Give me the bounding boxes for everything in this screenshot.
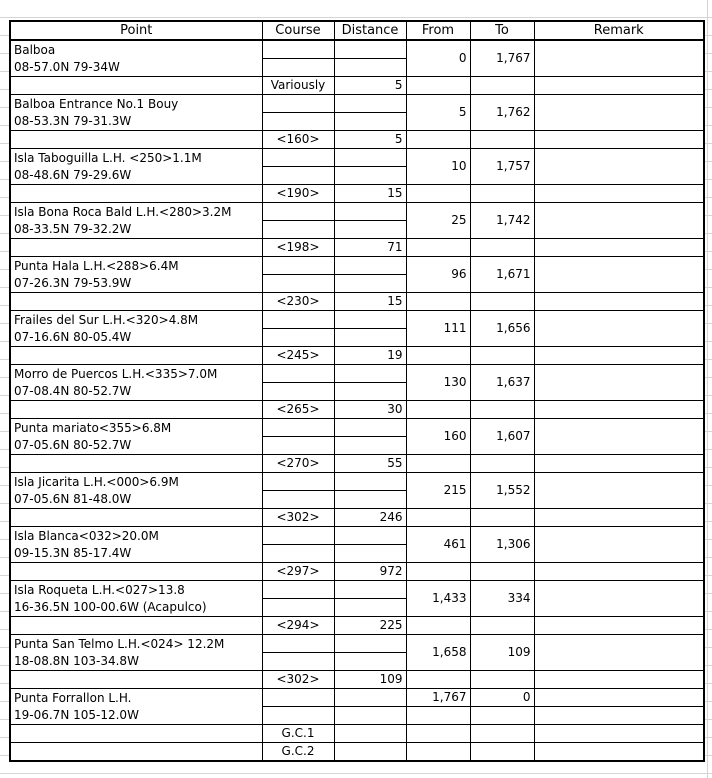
remark-cell[interactable] xyxy=(534,40,704,77)
point-cell[interactable]: Balboa 08-57.0N 79-34W xyxy=(10,40,262,77)
course-cell[interactable]: <190> xyxy=(262,185,334,203)
leg-row[interactable] xyxy=(10,617,704,635)
point-cell[interactable]: Punta mariato<355>6.8M 07-05.6N 80-52.7W xyxy=(10,419,262,455)
to-cell[interactable]: 109 xyxy=(470,635,534,671)
to-cell[interactable]: 1,757 xyxy=(470,149,534,185)
to-cell[interactable]: 1,671 xyxy=(470,257,534,293)
course-cell[interactable]: <302> xyxy=(262,509,334,527)
from-cell[interactable]: 25 xyxy=(406,203,470,239)
point-row[interactable] xyxy=(10,527,704,545)
distance-cell[interactable]: 5 xyxy=(334,131,406,149)
from-cell[interactable]: 1,658 xyxy=(406,635,470,671)
remark-cell[interactable] xyxy=(534,689,704,707)
distance-cell[interactable]: 71 xyxy=(334,239,406,257)
from-cell[interactable]: 160 xyxy=(406,419,470,455)
course-cell[interactable]: Variously xyxy=(262,77,334,95)
point-row[interactable] xyxy=(10,149,704,167)
point-cell[interactable]: Punta Hala L.H.<288>6.4M 07-26.3N 79-53.9W xyxy=(10,257,262,293)
leg-row[interactable] xyxy=(10,563,704,581)
to-cell[interactable]: 1,767 xyxy=(470,40,534,77)
remark-cell[interactable] xyxy=(534,257,704,293)
course-cell[interactable]: <245> xyxy=(262,347,334,365)
leg-row[interactable] xyxy=(10,77,704,95)
remark-cell[interactable] xyxy=(534,527,704,563)
remark-cell[interactable] xyxy=(534,473,704,509)
remark-cell[interactable] xyxy=(534,311,704,347)
point-row[interactable] xyxy=(10,473,704,491)
from-cell[interactable]: 111 xyxy=(406,311,470,347)
point-row[interactable] xyxy=(10,203,704,221)
leg-row[interactable] xyxy=(10,455,704,473)
distance-cell[interactable]: 225 xyxy=(334,617,406,635)
leg-row[interactable] xyxy=(10,347,704,365)
point-cell[interactable]: Isla Roqueta L.H.<027>13.8 16-36.5N 100-00.6W (Acapulco) xyxy=(10,581,262,617)
point-row[interactable] xyxy=(10,689,704,707)
remark-cell[interactable] xyxy=(534,95,704,131)
point-cell[interactable]: Morro de Puercos L.H.<335>7.0M 07-08.4N 80-52.7W xyxy=(10,365,262,401)
to-cell[interactable]: 1,306 xyxy=(470,527,534,563)
header-from: From xyxy=(406,21,470,40)
to-cell[interactable]: 1,637 xyxy=(470,365,534,401)
from-cell[interactable]: 461 xyxy=(406,527,470,563)
leg-row[interactable] xyxy=(10,185,704,203)
point-cell[interactable]: Frailes del Sur L.H.<320>4.8M 07-16.6N 80-05.4W xyxy=(10,311,262,347)
point-row[interactable] xyxy=(10,365,704,383)
point-row[interactable] xyxy=(10,581,704,599)
gc1-row[interactable] xyxy=(10,725,704,743)
to-cell[interactable]: 1,607 xyxy=(470,419,534,455)
point-cell[interactable]: Isla Taboguilla L.H. <250>1.1M 08-48.6N 79-29.6W xyxy=(10,149,262,185)
from-cell[interactable]: 1,433 xyxy=(406,581,470,617)
point-cell[interactable]: Isla Bona Roca Bald L.H.<280>3.2M 08-33.5N 79-32.2W xyxy=(10,203,262,239)
course-cell[interactable]: <265> xyxy=(262,401,334,419)
course-cell[interactable]: <302> xyxy=(262,671,334,689)
point-row[interactable] xyxy=(10,40,704,59)
from-cell[interactable]: 1,767 xyxy=(406,689,470,707)
to-cell[interactable]: 1,762 xyxy=(470,95,534,131)
distance-cell[interactable]: 30 xyxy=(334,401,406,419)
point-row[interactable] xyxy=(10,419,704,437)
course-cell[interactable]: <230> xyxy=(262,293,334,311)
distance-cell[interactable]: 55 xyxy=(334,455,406,473)
remark-cell[interactable] xyxy=(534,581,704,617)
point-cell[interactable]: Isla Jicarita L.H.<000>6.9M 07-05.6N 81-48.0W xyxy=(10,473,262,509)
point-cell[interactable]: Punta Forrallon L.H. 19-06.7N 105-12.0W xyxy=(10,689,262,725)
remark-cell[interactable] xyxy=(534,203,704,239)
leg-row[interactable] xyxy=(10,131,704,149)
header-row xyxy=(10,21,704,40)
leg-row[interactable] xyxy=(10,293,704,311)
header-to: To xyxy=(470,21,534,40)
header-remark: Remark xyxy=(534,21,704,40)
distance-cell[interactable]: 5 xyxy=(334,77,406,95)
header-course: Course xyxy=(262,21,334,40)
remark-cell[interactable] xyxy=(534,419,704,455)
point-row[interactable] xyxy=(10,257,704,275)
from-cell[interactable]: 0 xyxy=(406,40,470,77)
distance-cell[interactable]: 246 xyxy=(334,509,406,527)
course-cell[interactable]: <270> xyxy=(262,455,334,473)
leg-row[interactable] xyxy=(10,239,704,257)
distance-cell[interactable]: 19 xyxy=(334,347,406,365)
from-cell[interactable]: 130 xyxy=(406,365,470,401)
to-cell[interactable]: 1,742 xyxy=(470,203,534,239)
passage-plan-table xyxy=(9,20,705,762)
gc2-cell[interactable]: G.C.2 xyxy=(262,743,334,762)
remark-cell[interactable] xyxy=(534,635,704,671)
point-cell[interactable]: Punta San Telmo L.H.<024> 12.2M 18-08.8N 103-34.8W xyxy=(10,635,262,671)
from-cell[interactable]: 96 xyxy=(406,257,470,293)
remark-cell[interactable] xyxy=(534,365,704,401)
course-cell[interactable]: <198> xyxy=(262,239,334,257)
to-cell[interactable]: 1,552 xyxy=(470,473,534,509)
remark-cell[interactable] xyxy=(534,149,704,185)
from-cell[interactable]: 10 xyxy=(406,149,470,185)
from-cell[interactable]: 5 xyxy=(406,95,470,131)
to-cell[interactable]: 1,656 xyxy=(470,311,534,347)
point-row[interactable] xyxy=(10,95,704,113)
leg-row[interactable] xyxy=(10,401,704,419)
point-cell[interactable]: Balboa Entrance No.1 Bouy 08-53.3N 79-31.3W xyxy=(10,95,262,131)
to-cell[interactable]: 334 xyxy=(470,581,534,617)
gc2-row[interactable] xyxy=(10,743,704,762)
course-cell[interactable]: <294> xyxy=(262,617,334,635)
leg-row[interactable] xyxy=(10,509,704,527)
distance-cell[interactable]: 109 xyxy=(334,671,406,689)
distance-cell[interactable]: 15 xyxy=(334,185,406,203)
course-cell[interactable]: <297> xyxy=(262,563,334,581)
from-cell[interactable]: 215 xyxy=(406,473,470,509)
distance-cell[interactable]: 15 xyxy=(334,293,406,311)
leg-row[interactable] xyxy=(10,671,704,689)
gc1-cell[interactable]: G.C.1 xyxy=(262,725,334,743)
point-row[interactable] xyxy=(10,635,704,653)
header-point: Point xyxy=(10,21,262,40)
course-cell[interactable] xyxy=(262,40,334,59)
distance-cell[interactable] xyxy=(334,40,406,59)
to-cell[interactable]: 0 xyxy=(470,689,534,707)
distance-cell[interactable]: 972 xyxy=(334,563,406,581)
point-row[interactable] xyxy=(10,311,704,329)
header-distance: Distance xyxy=(334,21,406,40)
point-cell[interactable]: Isla Blanca<032>20.0M 09-15.3N 85-17.4W xyxy=(10,527,262,563)
course-cell[interactable]: <160> xyxy=(262,131,334,149)
